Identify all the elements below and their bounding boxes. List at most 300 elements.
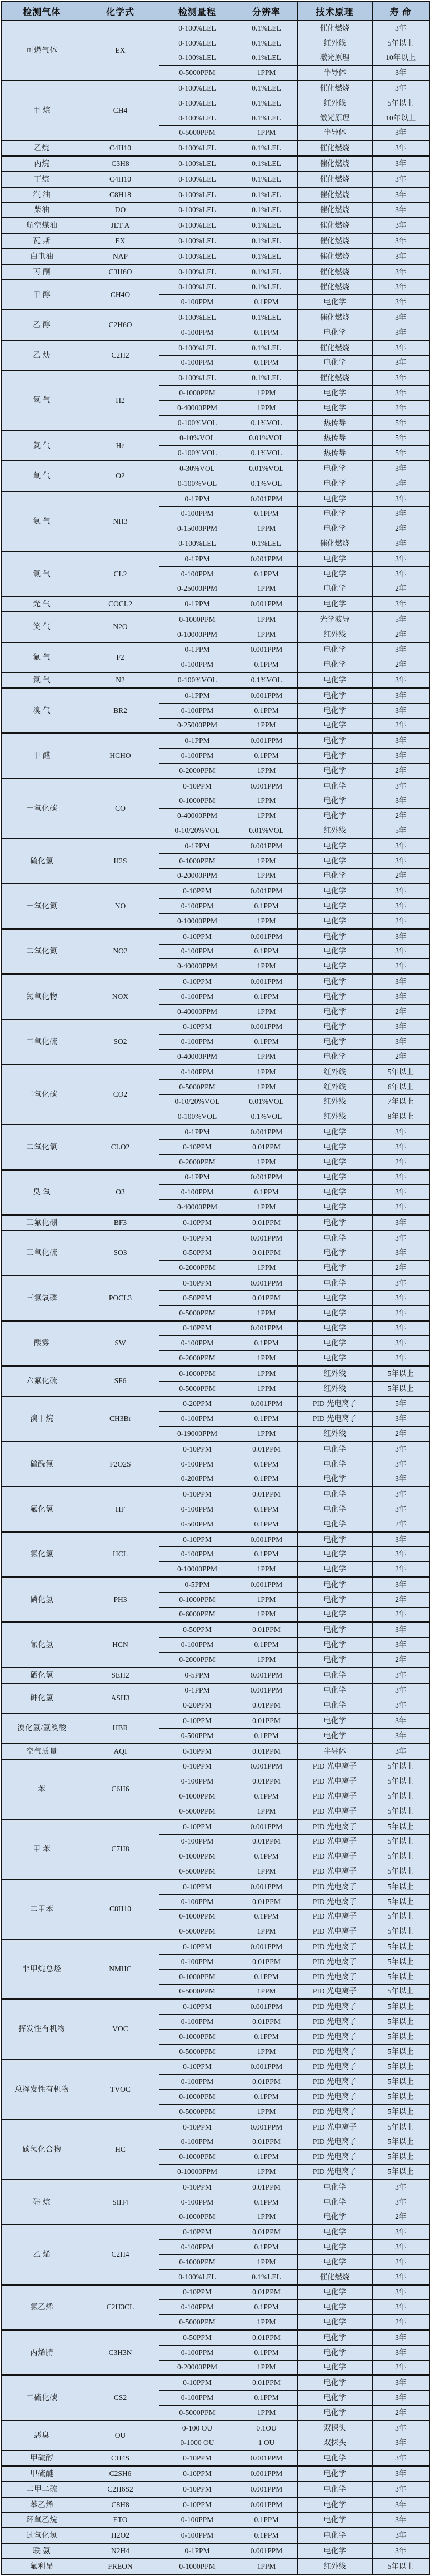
- range-cell: 0-20000PPM: [159, 868, 236, 883]
- range-cell: 0-10000PPM: [159, 1562, 236, 1577]
- resolution-cell: 1PPM: [236, 66, 297, 81]
- resolution-cell: 1PPM: [236, 1804, 297, 1819]
- resolution-cell: 0.1%LEL: [236, 340, 297, 355]
- table-row: [2, 2421, 429, 2436]
- resolution-cell: 1PPM: [236, 1592, 297, 1607]
- resolution-cell: 0.1PPM: [236, 899, 297, 914]
- resolution-cell: 0.1PPM: [236, 2528, 297, 2543]
- resolution-cell: 1PPM: [236, 1381, 297, 1396]
- range-cell: 0-1000PPM: [159, 794, 236, 809]
- lifespan-cell: 3年: [372, 2240, 429, 2255]
- resolution-cell: 0.01PPM: [236, 2015, 297, 2030]
- table-row: [2, 672, 429, 688]
- gas-name-cell: 柴油: [2, 203, 82, 218]
- gas-name-cell: 乙 炔: [2, 340, 82, 371]
- lifespan-cell: 5年以上: [372, 2559, 429, 2574]
- range-cell: 0-100PPM: [159, 2345, 236, 2360]
- lifespan-cell: 2年: [372, 1305, 429, 1320]
- lifespan-cell: 3年: [372, 156, 429, 172]
- resolution-cell: 1PPM: [236, 1064, 297, 1079]
- formula-cell: POCL3: [82, 1276, 159, 1320]
- resolution-cell: 0.1PPM: [236, 1638, 297, 1653]
- table-row: [2, 779, 429, 794]
- range-cell: 0-20PPM: [159, 1397, 236, 1412]
- table-row: [2, 491, 429, 506]
- formula-cell: C8H10: [82, 1879, 159, 1939]
- lifespan-cell: 2年: [372, 914, 429, 929]
- range-cell: 0-10000PPM: [159, 2165, 236, 2180]
- lifespan-cell: 5年以上: [372, 1834, 429, 1849]
- lifespan-cell: 2年: [372, 2210, 429, 2225]
- principle-cell: PID 光电离子: [297, 2075, 372, 2090]
- table-row: [2, 340, 429, 355]
- principle-cell: 电化学: [297, 657, 372, 672]
- range-cell: 0-1000PPM: [159, 1366, 236, 1381]
- lifespan-cell: 3年: [372, 566, 429, 581]
- resolution-cell: 0.1PPM: [236, 1472, 297, 1487]
- principle-cell: PID 光电离子: [297, 1984, 372, 1999]
- formula-cell: C8H8: [82, 2497, 159, 2513]
- principle-cell: PID 光电离子: [297, 2135, 372, 2150]
- range-cell: 0-5000PPM: [159, 2315, 236, 2330]
- range-cell: 0-10PPM: [159, 1532, 236, 1547]
- range-cell: 0-2000PPM: [159, 764, 236, 779]
- principle-cell: 催化燃烧: [297, 140, 372, 156]
- table-row: [2, 2060, 429, 2075]
- principle-cell: 电化学: [297, 1290, 372, 1305]
- table-row: [2, 1683, 429, 1698]
- range-cell: 0-2000PPM: [159, 1351, 236, 1366]
- lifespan-cell: 2年: [372, 2315, 429, 2330]
- range-cell: 0-100%LEL: [159, 218, 236, 233]
- lifespan-cell: 3年: [372, 853, 429, 868]
- resolution-cell: 0.1%LEL: [236, 264, 297, 280]
- range-cell: 0-100PPM: [159, 1336, 236, 1351]
- range-cell: 0-1000PPM: [159, 2254, 236, 2269]
- principle-cell: PID 光电离子: [297, 1924, 372, 1939]
- lifespan-cell: 3年: [372, 1547, 429, 1562]
- range-cell: 0-100%LEL: [159, 203, 236, 218]
- lifespan-cell: 3年: [372, 370, 429, 385]
- range-cell: 0-100PPM: [159, 899, 236, 914]
- table-row: [2, 974, 429, 989]
- table-row: [2, 2330, 429, 2345]
- principle-cell: PID 光电离子: [297, 1894, 372, 1909]
- lifespan-cell: 3年: [372, 1231, 429, 1246]
- principle-cell: 催化燃烧: [297, 203, 372, 218]
- lifespan-cell: 5年: [372, 612, 429, 627]
- range-cell: 0-100PPM: [159, 703, 236, 718]
- range-cell: 0-5000PPM: [159, 125, 236, 140]
- principle-cell: 电化学: [297, 1185, 372, 1200]
- range-cell: 0-5000PPM: [159, 1804, 236, 1819]
- principle-cell: 红外线: [297, 627, 372, 642]
- table-row: [2, 2482, 429, 2497]
- formula-cell: C2SH6: [82, 2466, 159, 2482]
- principle-cell: 光学波导: [297, 612, 372, 627]
- gas-name-cell: 白电油: [2, 249, 82, 264]
- table-row: [2, 1999, 429, 2014]
- formula-cell: C4H10: [82, 140, 159, 156]
- lifespan-cell: 3年: [372, 929, 429, 944]
- formula-cell: NO2: [82, 929, 159, 974]
- principle-cell: 电化学: [297, 1321, 372, 1336]
- lifespan-cell: 3年: [372, 1502, 429, 1517]
- gas-name-cell: 二氧化氮: [2, 929, 82, 974]
- resolution-cell: 0.001PPM: [236, 2466, 297, 2482]
- gas-name-cell: 溴甲烷: [2, 1397, 82, 1442]
- resolution-cell: 0.1%LEL: [236, 536, 297, 551]
- principle-cell: 半导体: [297, 125, 372, 140]
- formula-cell: PH3: [82, 1577, 159, 1622]
- principle-cell: 电化学: [297, 386, 372, 401]
- lifespan-cell: 3年: [372, 2391, 429, 2406]
- lifespan-cell: 3年: [372, 1276, 429, 1290]
- resolution-cell: 0.01%VOL: [236, 461, 297, 476]
- resolution-cell: 0.1PPM: [236, 506, 297, 521]
- principle-cell: 电化学: [297, 1276, 372, 1290]
- principle-cell: PID 光电离子: [297, 1412, 372, 1427]
- table-row: [2, 1819, 429, 1834]
- range-cell: 0-10PPM: [159, 1442, 236, 1457]
- principle-cell: 电化学: [297, 703, 372, 718]
- principle-cell: 催化燃烧: [297, 249, 372, 264]
- range-cell: 0-25000PPM: [159, 581, 236, 596]
- resolution-cell: 0.01PPM: [236, 2375, 297, 2390]
- range-cell: 0-100%LEL: [159, 187, 236, 203]
- lifespan-cell: 3年: [372, 899, 429, 914]
- range-cell: 0-100PPM: [159, 1894, 236, 1909]
- resolution-cell: 1PPM: [236, 1924, 297, 1939]
- gas-name-cell: 空气质量: [2, 1744, 82, 1759]
- resolution-cell: 0.01%VOL: [236, 1094, 297, 1109]
- principle-cell: 催化燃烧: [297, 2269, 372, 2284]
- range-cell: 0-100%LEL: [159, 536, 236, 551]
- resolution-cell: 0.1PPM: [236, 1457, 297, 1472]
- lifespan-cell: 3年: [372, 2466, 429, 2482]
- table-row: [2, 172, 429, 187]
- table-row: [2, 140, 429, 156]
- range-cell: 0-100PPM: [159, 506, 236, 521]
- principle-cell: 电化学: [297, 2285, 372, 2300]
- resolution-cell: 0.1%LEL: [236, 218, 297, 233]
- principle-cell: PID 光电离子: [297, 1939, 372, 1954]
- formula-cell: C3H8: [82, 156, 159, 172]
- resolution-cell: 0.1PPM: [236, 703, 297, 718]
- gas-name-cell: 环氧乙烷: [2, 2512, 82, 2528]
- principle-cell: 电化学: [297, 2360, 372, 2375]
- principle-cell: 电化学: [297, 1246, 372, 1261]
- gas-name-cell: 苯: [2, 1759, 82, 1819]
- table-row: [2, 883, 429, 898]
- resolution-cell: 0.01PPM: [236, 1215, 297, 1231]
- gas-name-cell: 溴化氢/氢溴酸: [2, 1713, 82, 1744]
- range-cell: 0-100%LEL: [159, 249, 236, 264]
- range-cell: 0-1PPM: [159, 551, 236, 566]
- resolution-cell: 0.1PPM: [236, 990, 297, 1005]
- range-cell: 0-20000PPM: [159, 2360, 236, 2375]
- table-row: [2, 1713, 429, 1728]
- resolution-cell: 0.1PPM: [236, 1909, 297, 1924]
- principle-cell: 催化燃烧: [297, 233, 372, 249]
- range-cell: 0-10PPM: [159, 1276, 236, 1290]
- lifespan-cell: 3年: [372, 310, 429, 325]
- table-row: [2, 1487, 429, 1502]
- lifespan-cell: 3年: [372, 2512, 429, 2528]
- gas-name-cell: 硫酰氟: [2, 1442, 82, 1487]
- gas-name-cell: 氮 气: [2, 672, 82, 688]
- range-cell: 0-100PPM: [159, 295, 236, 310]
- resolution-cell: 0.1%LEL: [236, 280, 297, 295]
- table-row: [2, 280, 429, 295]
- principle-cell: PID 光电离子: [297, 2060, 372, 2075]
- principle-cell: PID 光电离子: [297, 1909, 372, 1924]
- resolution-cell: 0.1%LEL: [236, 172, 297, 187]
- table-row: [2, 2528, 429, 2543]
- range-cell: 0-40000PPM: [159, 400, 236, 415]
- principle-cell: 电化学: [297, 1351, 372, 1366]
- range-cell: 0-10PPM: [159, 974, 236, 989]
- formula-cell: ETO: [82, 2512, 159, 2528]
- gas-name-cell: 联 氨: [2, 2543, 82, 2559]
- lifespan-cell: 3年: [372, 2528, 429, 2543]
- resolution-cell: 0.001PPM: [236, 1683, 297, 1698]
- range-cell: 0-1PPM: [159, 596, 236, 612]
- lifespan-cell: 3年: [372, 140, 429, 156]
- principle-cell: 电化学: [297, 1261, 372, 1276]
- table-row: [2, 187, 429, 203]
- gas-name-cell: 过氧化氢: [2, 2528, 82, 2543]
- principle-cell: 电化学: [297, 1139, 372, 1154]
- lifespan-cell: 7年以上: [372, 1094, 429, 1109]
- gas-name-cell: 乙 醇: [2, 310, 82, 340]
- lifespan-cell: 3年: [372, 2269, 429, 2284]
- gas-name-cell: 氧 气: [2, 461, 82, 491]
- formula-cell: ASH3: [82, 1683, 159, 1714]
- resolution-cell: 0.1%VOL: [236, 1109, 297, 1124]
- resolution-cell: 1PPM: [236, 612, 297, 627]
- formula-cell: N2: [82, 672, 159, 688]
- table-row: [2, 2512, 429, 2528]
- principle-cell: PID 光电离子: [297, 1955, 372, 1970]
- principle-cell: PID 光电离子: [297, 2150, 372, 2165]
- lifespan-cell: 3年: [372, 295, 429, 310]
- lifespan-cell: 3年: [372, 1124, 429, 1139]
- gas-name-cell: 一氧化碳: [2, 779, 82, 838]
- lifespan-cell: 2年: [372, 521, 429, 536]
- lifespan-cell: 2年: [372, 1004, 429, 1019]
- table-row: [2, 1532, 429, 1547]
- range-cell: 0-100PPM: [159, 1185, 236, 1200]
- lifespan-cell: 5年: [372, 446, 429, 461]
- formula-cell: JET A: [82, 218, 159, 233]
- range-cell: 0-5000PPM: [159, 1305, 236, 1320]
- column-header-principle: 技术原理: [297, 2, 372, 21]
- resolution-cell: 0.01PPM: [236, 2135, 297, 2150]
- range-cell: 0-10PPM: [159, 1819, 236, 1834]
- lifespan-cell: 5年以上: [372, 1999, 429, 2014]
- principle-cell: 电化学: [297, 672, 372, 688]
- range-cell: 0-5000PPM: [159, 1984, 236, 1999]
- range-cell: 0-5000PPM: [159, 2405, 236, 2420]
- lifespan-cell: 5年以上: [372, 1864, 429, 1879]
- resolution-cell: 0.1%LEL: [236, 370, 297, 385]
- range-cell: 0-100%LEL: [159, 370, 236, 385]
- formula-cell: BF3: [82, 1215, 159, 1231]
- gas-name-cell: 汽 油: [2, 187, 82, 203]
- range-cell: 0-100%LEL: [159, 310, 236, 325]
- gas-name-cell: 氯化氢: [2, 1532, 82, 1577]
- principle-cell: 电化学: [297, 2391, 372, 2406]
- principle-cell: PID 光电离子: [297, 2165, 372, 2180]
- principle-cell: 催化燃烧: [297, 340, 372, 355]
- lifespan-cell: 3年: [372, 187, 429, 203]
- lifespan-cell: 3年: [372, 1321, 429, 1336]
- gas-name-cell: 甲 烷: [2, 81, 82, 140]
- gas-name-cell: 可燃气体: [2, 21, 82, 81]
- principle-cell: 电化学: [297, 2543, 372, 2559]
- lifespan-cell: 5年以上: [372, 2075, 429, 2090]
- principle-cell: 电化学: [297, 990, 372, 1005]
- principle-cell: 电化学: [297, 1200, 372, 1215]
- formula-cell: N2O: [82, 612, 159, 642]
- range-cell: 0-10/20%VOL: [159, 823, 236, 838]
- range-cell: 0-5000PPM: [159, 1924, 236, 1939]
- lifespan-cell: 3年: [372, 2375, 429, 2390]
- gas-name-cell: 硫化氢: [2, 838, 82, 883]
- principle-cell: 催化燃烧: [297, 370, 372, 385]
- range-cell: 0-10PPM: [159, 1321, 236, 1336]
- range-cell: 0-50PPM: [159, 1246, 236, 1261]
- formula-cell: HCN: [82, 1622, 159, 1667]
- gas-name-cell: 苯乙烯: [2, 2497, 82, 2513]
- lifespan-cell: 5年以上: [372, 1804, 429, 1819]
- principle-cell: 催化燃烧: [297, 280, 372, 295]
- resolution-cell: 1PPM: [236, 1079, 297, 1094]
- range-cell: 0-100PPM: [159, 1547, 236, 1562]
- lifespan-cell: 3年: [372, 642, 429, 657]
- lifespan-cell: 3年: [372, 461, 429, 476]
- range-cell: 0-40000PPM: [159, 959, 236, 974]
- range-cell: 0-100PPM: [159, 990, 236, 1005]
- lifespan-cell: 3年: [372, 672, 429, 688]
- table-row: [2, 1744, 429, 1759]
- formula-cell: CH4S: [82, 2451, 159, 2466]
- resolution-cell: 0.01%VOL: [236, 823, 297, 838]
- formula-cell: N2H4: [82, 2543, 159, 2559]
- gas-name-cell: 甲硫醚: [2, 2466, 82, 2482]
- lifespan-cell: 3年: [372, 1729, 429, 1744]
- lifespan-cell: 3年: [372, 536, 429, 551]
- table-row: [2, 1668, 429, 1683]
- lifespan-cell: 5年: [372, 1397, 429, 1412]
- principle-cell: 电化学: [297, 1487, 372, 1502]
- range-cell: 0-1PPM: [159, 491, 236, 506]
- resolution-cell: 1PPM: [236, 2315, 297, 2330]
- table-row: [2, 1622, 429, 1637]
- range-cell: 0-100PPM: [159, 1502, 236, 1517]
- resolution-cell: 0.1PPM: [236, 1502, 297, 1517]
- principle-cell: 电化学: [297, 1472, 372, 1487]
- range-cell: 0-5000PPM: [159, 1864, 236, 1879]
- lifespan-cell: 3年: [372, 2497, 429, 2513]
- table-row: [2, 1231, 429, 1246]
- resolution-cell: 0.001PPM: [236, 2497, 297, 2513]
- range-cell: 0-10PPM: [159, 1139, 236, 1154]
- range-cell: 0-10PPM: [159, 2497, 236, 2513]
- lifespan-cell: 3年: [372, 491, 429, 506]
- resolution-cell: 0.1%LEL: [236, 140, 297, 156]
- principle-cell: 电化学: [297, 642, 372, 657]
- range-cell: 0-5PPM: [159, 1577, 236, 1592]
- principle-cell: PID 光电离子: [297, 1774, 372, 1789]
- gas-name-cell: 磷化氢: [2, 1577, 82, 1622]
- gas-name-cell: 挥发性有机物: [2, 1999, 82, 2059]
- principle-cell: 催化燃烧: [297, 264, 372, 280]
- principle-cell: 红外线: [297, 1064, 372, 1079]
- resolution-cell: 1PPM: [236, 1351, 297, 1366]
- lifespan-cell: 3年: [372, 838, 429, 853]
- principle-cell: 电化学: [297, 1305, 372, 1320]
- formula-cell: CH4: [82, 81, 159, 140]
- resolution-cell: 1PPM: [236, 521, 297, 536]
- lifespan-cell: 2年: [372, 1607, 429, 1622]
- range-cell: 0-100%VOL: [159, 446, 236, 461]
- formula-cell: SF6: [82, 1366, 159, 1397]
- range-cell: 0-10PPM: [159, 779, 236, 794]
- range-cell: 0-100%LEL: [159, 21, 236, 36]
- range-cell: 0-1000PPM: [159, 1789, 236, 1804]
- gas-name-cell: 二氧化氯: [2, 1124, 82, 1169]
- formula-cell: OU: [82, 2421, 159, 2451]
- lifespan-cell: 5年以上: [372, 1984, 429, 1999]
- lifespan-cell: 5年以上: [372, 2135, 429, 2150]
- resolution-cell: 0.001PPM: [236, 1999, 297, 2014]
- resolution-cell: 0.01PPM: [236, 1139, 297, 1154]
- lifespan-cell: 3年: [372, 1487, 429, 1502]
- principle-cell: 催化燃烧: [297, 172, 372, 187]
- lifespan-cell: 3年: [372, 66, 429, 81]
- range-cell: 0-100PPM: [159, 2512, 236, 2528]
- principle-cell: 电化学: [297, 1442, 372, 1457]
- range-cell: 0-1000PPM: [159, 2210, 236, 2225]
- principle-cell: 电化学: [297, 2451, 372, 2466]
- resolution-cell: 1PPM: [236, 2044, 297, 2059]
- lifespan-cell: 3年: [372, 944, 429, 959]
- formula-cell: C2H2: [82, 340, 159, 371]
- resolution-cell: 0.1PPM: [236, 1789, 297, 1804]
- principle-cell: PID 光电离子: [297, 2029, 372, 2044]
- gas-name-cell: 总挥发性有机物: [2, 2060, 82, 2120]
- resolution-cell: 0.1PPM: [236, 2300, 297, 2315]
- lifespan-cell: 2年: [372, 1592, 429, 1607]
- resolution-cell: 1PPM: [236, 1562, 297, 1577]
- principle-cell: 电化学: [297, 461, 372, 476]
- principle-cell: 电化学: [297, 838, 372, 853]
- table-row: [2, 2559, 429, 2574]
- principle-cell: 电化学: [297, 733, 372, 748]
- resolution-cell: 0.1PPM: [236, 1969, 297, 1984]
- range-cell: 0-1PPM: [159, 642, 236, 657]
- principle-cell: 电化学: [297, 295, 372, 310]
- lifespan-cell: 3年: [372, 779, 429, 794]
- gas-name-cell: 硒化氢: [2, 1668, 82, 1683]
- principle-cell: 电化学: [297, 551, 372, 566]
- resolution-cell: 0.001PPM: [236, 733, 297, 748]
- formula-cell: H2: [82, 370, 159, 430]
- resolution-cell: 0.1%LEL: [236, 81, 297, 96]
- lifespan-cell: 3年: [372, 340, 429, 355]
